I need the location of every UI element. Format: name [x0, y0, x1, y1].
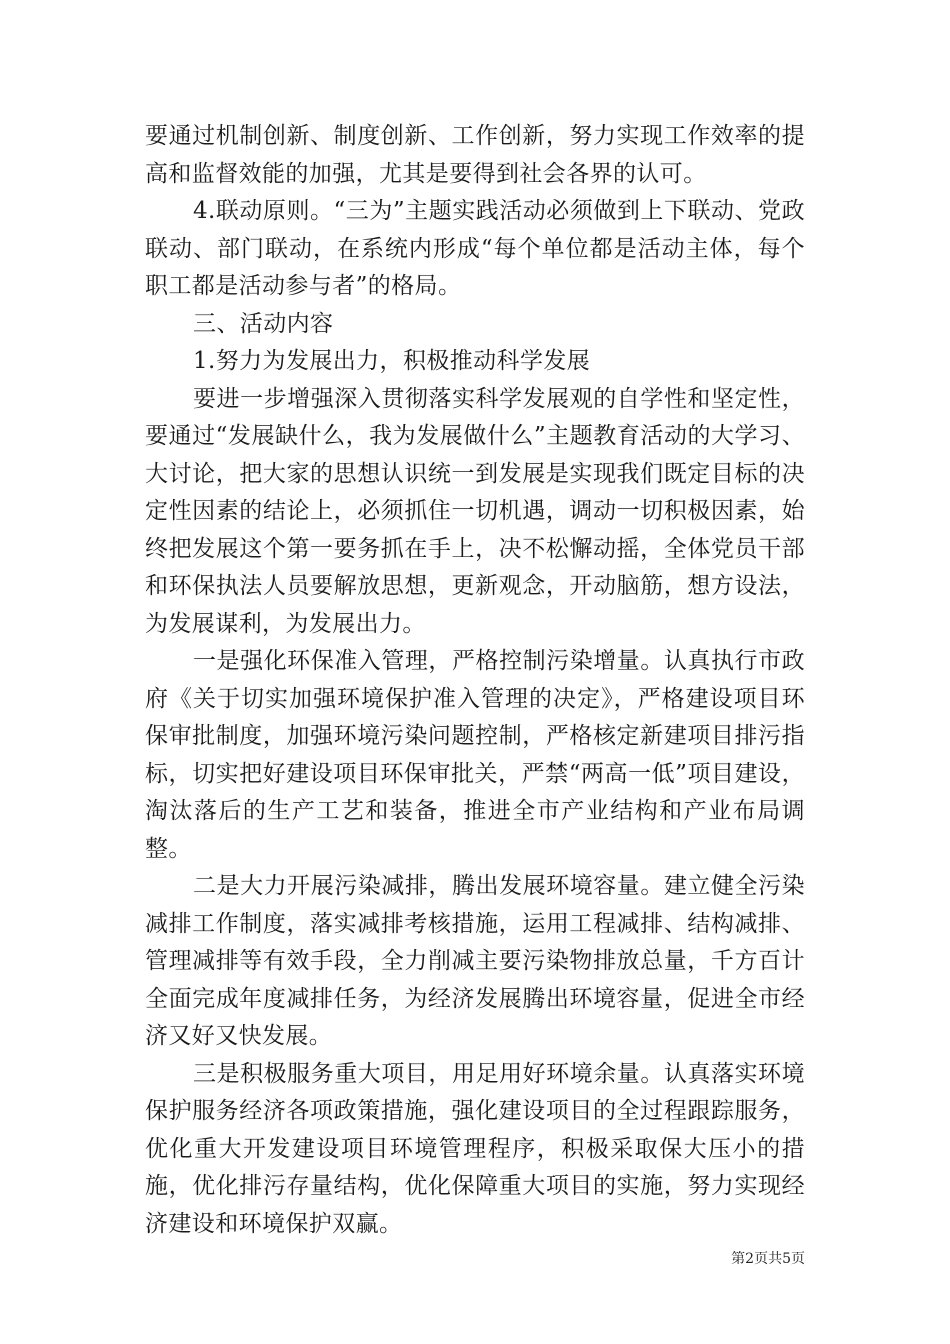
paragraph-development: 要进一步增强深入贯彻落实科学发展观的自学性和坚定性，要通过“发展缺什么，我为发展做什么”主题教育活动的大学习、大讨论，把大家的思想认识统一到发展是实现我们既定目标的决定性因素的结论上，必须抓住一切机遇，调动一切积极因素，始终把发展这个第一要务抓在手上，决不松懈动摇，全体党员干部和环保执法人员要解放思想，更新观念，开动脑筋，想方设法，为发展谋利，为发展出力。	[145, 385, 805, 637]
document-body	[145, 118, 805, 1243]
paragraph-point-one: 一是强化环保准入管理，严格控制污染增量。认真执行市政府《关于切实加强环境保护准入管理的决定》，严格建设项目环保审批制度，加强环境污染问题控制，严格核定新建项目排污指标，切实把好建设项目环保审批关，严禁“两高一低”项目建设，淘汰落后的生产工艺和装备，推进全市产业结构和产业布局调整。	[145, 648, 805, 862]
section-heading-activity-content: 三、活动内容	[193, 310, 334, 337]
page-number-footer: 第2页共5页	[731, 1251, 805, 1267]
paragraph-point-three: 三是积极服务重大项目，用足用好环境余量。认真落实环境保护服务经济各项政策措施，强化建设项目的全过程跟踪服务，优化重大开发建设项目环境管理程序，积极采取保大压小的措施，优化排污存量结构，优化保障重大项目的实施，努力实现经济建设和环境保护双赢。	[145, 1060, 805, 1237]
subsection-heading-development: 1.努力为发展出力，积极推动科学发展	[193, 348, 591, 374]
paragraph-linkage-principle: 4.联动原则。“三为”主题实践活动必须做到上下联动、党政联动、部门联动，在系统内形成“每个单位都是活动主体，每个职工都是活动参与者”的格局。	[145, 198, 805, 299]
paragraph-continuation: 要通过机制创新、制度创新、工作创新，努力实现工作效率的提高和监督效能的加强，尤其是要得到社会各界的认可。	[145, 123, 805, 187]
paragraph-point-two: 二是大力开展污染减排，腾出发展环境容量。建立健全污染减排工作制度，落实减排考核措施，运用工程减排、结构减排、管理减排等有效手段，全力削减主要污染物排放总量，千方百计全面完成年度减排任务，为经济发展腾出环境容量，促进全市经济又好又快发展。	[145, 873, 805, 1049]
